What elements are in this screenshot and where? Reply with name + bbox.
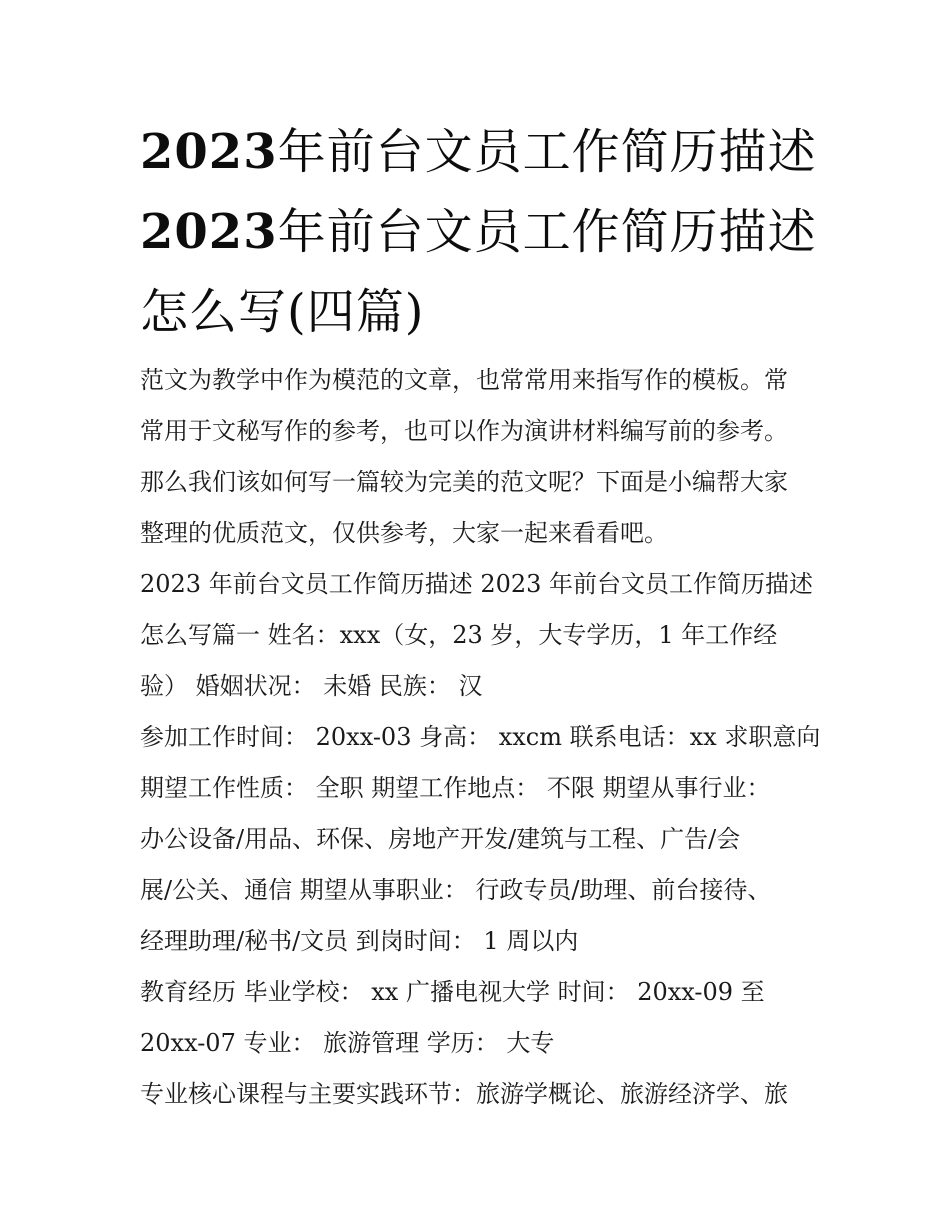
courses-paragraph (140, 1069, 830, 1120)
text-line: 怎么写篇一 姓名：xxx（女，23 岁，大专学历，1 年工作经 (140, 621, 778, 649)
job-intention-paragraph (140, 712, 830, 967)
title-year: 2023 (140, 204, 278, 260)
text-line: 那么我们该如何写一篇较为完美的范文呢？下面是小编帮大家 (140, 468, 788, 496)
title-text: 年前台文员工作简历描述 (277, 204, 817, 260)
text-line: 验） 婚姻状况： 未婚 民族： 汉 (140, 672, 483, 700)
text-line: 整理的优质范文，仅供参考，大家一起来看看吧。 (140, 519, 668, 547)
title-text: 年前台文员工作简历描述 (277, 124, 817, 180)
text-line: 办公设备/用品、环保、房地产开发/建筑与工程、广告/会 (140, 825, 741, 853)
text-line: 20xx-07 专业： 旅游管理 学历： 大专 (140, 1029, 555, 1057)
title-line-1 (140, 112, 840, 192)
text-line: 经理助理/秘书/文员 到岗时间： 1 周以内 (140, 927, 579, 955)
intro-paragraph (140, 355, 830, 559)
text-line: 专业核心课程与主要实践环节：旅游学概论、旅游经济学、旅 (140, 1080, 788, 1108)
text-line: 2023 年前台文员工作简历描述 2023 年前台文员工作简历描述 (140, 570, 814, 598)
resume-basic-info-paragraph (140, 559, 830, 712)
text-line: 期望工作性质： 全职 期望工作地点： 不限 期望从事行业： (140, 774, 771, 802)
text-line: 展/公关、通信 期望从事职业： 行政专员/助理、前台接待、 (140, 876, 772, 904)
text-line: 教育经历 毕业学校： xx 广播电视大学 时间： 20xx-09 至 (140, 978, 765, 1006)
text-line: 常用于文秘写作的参考，也可以作为演讲材料编写前的参考。 (140, 417, 788, 445)
text-line: 范文为教学中作为模范的文章，也常常用来指写作的模板。常 (140, 366, 788, 394)
title-line-2 (140, 192, 840, 272)
document-title (140, 112, 840, 352)
text-line: 参加工作时间： 20xx-03 身高： xxcm 联系电话：xx 求职意向 (140, 723, 821, 751)
title-line-3: 怎么写(四篇) (140, 284, 425, 340)
title-year: 2023 (140, 124, 278, 180)
document-body (140, 355, 830, 1120)
education-paragraph (140, 967, 830, 1069)
